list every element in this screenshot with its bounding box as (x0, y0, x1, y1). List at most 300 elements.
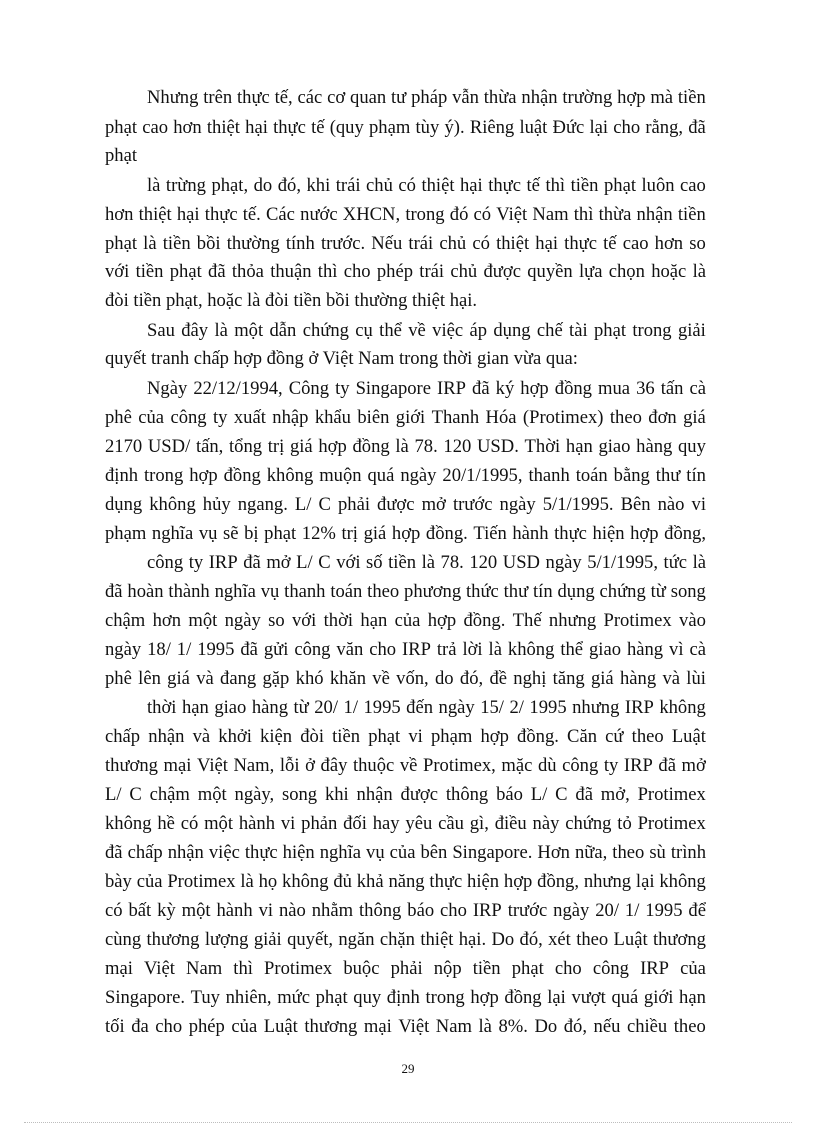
word: phê (105, 407, 132, 428)
word: ty (188, 552, 204, 573)
word: ngày (499, 494, 536, 515)
word: tài (569, 320, 588, 341)
text-line (105, 754, 706, 778)
word: chứng (599, 581, 646, 602)
word: C (318, 494, 331, 515)
word: có (473, 204, 492, 225)
word: dù (537, 755, 557, 776)
word: giá (167, 668, 190, 689)
word: Việt (144, 958, 175, 979)
word: phê (105, 668, 132, 689)
word: cùng (105, 929, 142, 950)
word: 1995 (363, 697, 401, 718)
word: cà (689, 378, 706, 399)
text-line (105, 580, 706, 604)
word: đã (240, 639, 258, 660)
text-line: đòi tiền phạt, hoặc là đòi tiền bồi thường thiệt hại. (105, 290, 478, 311)
word: Công (288, 378, 330, 399)
word: Thế (512, 610, 542, 631)
word: của (138, 407, 165, 428)
word: đồng. (425, 523, 468, 544)
word: nữa, (574, 842, 608, 863)
word: là (143, 233, 157, 254)
text-line (105, 957, 706, 981)
word: nhiên, (225, 987, 272, 1008)
page-number: 29 (401, 1061, 415, 1076)
word: hợp (520, 378, 549, 399)
word: 15/ (480, 697, 504, 718)
word: nghĩa (319, 842, 362, 863)
word: lại (589, 117, 609, 138)
word: giao (588, 639, 621, 660)
word: lượng (204, 929, 249, 950)
word: 5/1/1995. (542, 494, 614, 515)
word: Nam (435, 1016, 472, 1037)
word: định (105, 465, 139, 486)
word: đây (320, 755, 348, 776)
word: có (398, 175, 416, 196)
word: (quy (329, 117, 364, 138)
word: khả (356, 871, 384, 892)
word: nhận (356, 784, 393, 805)
word: là (478, 1016, 492, 1037)
word: về (372, 668, 390, 689)
word: giải (677, 320, 706, 341)
word: đó (449, 204, 469, 225)
word: xét (548, 929, 571, 950)
word: hạn (360, 610, 388, 631)
word: công (592, 958, 629, 979)
word: và (196, 668, 214, 689)
word: năng (388, 871, 425, 892)
word: sù (649, 842, 666, 863)
word: mại (105, 958, 133, 979)
word: trước (507, 900, 548, 921)
word: theo (673, 1016, 706, 1037)
word: phạt (593, 320, 626, 341)
word: quan (350, 87, 387, 108)
word: đó, (563, 1016, 587, 1037)
word: nào (657, 494, 685, 515)
word: được (377, 494, 415, 515)
word: Singapore (355, 378, 431, 399)
text-line (105, 406, 706, 430)
word: lên (138, 668, 161, 689)
word: hiện (282, 842, 315, 863)
word: hại (460, 175, 483, 196)
word: giá (683, 407, 706, 428)
word: không (659, 871, 706, 892)
word: đó, (277, 175, 301, 196)
word: họ (258, 871, 278, 892)
text-line (147, 696, 706, 720)
word: IRP (208, 552, 238, 573)
word: hoặc (651, 261, 687, 282)
word: nhằm (311, 900, 354, 921)
word: vụ (260, 581, 280, 602)
word: giá (590, 668, 614, 689)
word: thiệt (138, 204, 172, 225)
word: công (562, 755, 599, 776)
word: để (688, 900, 706, 921)
word: XHCN, (342, 204, 401, 225)
word: thanh (284, 581, 326, 602)
word: được (483, 261, 521, 282)
word: tổng (229, 436, 263, 457)
word: hề (157, 813, 175, 834)
word: không (105, 813, 152, 834)
word: thiệt (206, 117, 240, 138)
word: cứ (605, 726, 624, 747)
word: toán (330, 581, 363, 602)
word: trái (419, 261, 445, 282)
word: phạt (315, 987, 348, 1008)
word: tấn, (195, 436, 224, 457)
word: 1/ (176, 639, 192, 660)
word: hơn (173, 117, 202, 138)
word: tiền (388, 552, 417, 573)
word: điều (494, 813, 527, 834)
word: phạt (105, 233, 138, 254)
word: thông (358, 900, 402, 921)
word: là (147, 175, 161, 196)
word: thiệt (420, 929, 454, 950)
word: đã (105, 842, 123, 863)
word: 12% (301, 523, 336, 544)
word: chứng (302, 320, 349, 341)
word: thương (146, 929, 200, 950)
word: tế, (274, 87, 293, 108)
word: mở (266, 552, 291, 573)
word: hoàn (127, 581, 164, 602)
word: thức (465, 581, 499, 602)
word: hạn (181, 697, 209, 718)
word: Singapore. (105, 987, 186, 1008)
word: một (234, 320, 264, 341)
word: song (281, 784, 318, 805)
word: C (318, 552, 331, 573)
word: bằng (613, 465, 650, 486)
word: hại (535, 233, 559, 254)
word: khẩu (314, 407, 351, 428)
word: cao (680, 175, 706, 196)
word: của (231, 1016, 258, 1037)
word: hiện (467, 871, 500, 892)
text-line (105, 232, 706, 256)
word: Việt (197, 755, 228, 776)
word: tiền (570, 175, 599, 196)
word: việc (432, 320, 464, 341)
word: phạm (105, 523, 147, 544)
word: trả (436, 639, 457, 660)
word: Căn (567, 726, 597, 747)
word: khó (295, 668, 324, 689)
word: theo (631, 726, 664, 747)
word: phương (404, 581, 462, 602)
word: tín (533, 581, 553, 602)
word: thuận (270, 261, 312, 282)
word: gì, (469, 813, 489, 834)
word: thư (655, 465, 681, 486)
word: đã (105, 581, 123, 602)
word: USD/ (147, 436, 191, 457)
word: tế (526, 175, 540, 196)
word: hợp (391, 523, 421, 544)
word: hợp (630, 523, 659, 544)
word: thể (560, 639, 584, 660)
word: hay (372, 813, 400, 834)
word: dụng (105, 494, 143, 515)
word: đồng (504, 987, 542, 1008)
word: với (291, 610, 317, 631)
word: IRP (437, 378, 466, 399)
word: trước. (320, 233, 366, 254)
word: ngày (553, 900, 590, 921)
word: luật (519, 117, 548, 138)
word: phải (337, 494, 370, 515)
word: trước (452, 494, 493, 515)
word: USD. (477, 436, 519, 457)
word: vì (669, 639, 684, 660)
word: sẽ (223, 523, 239, 544)
word: mại (363, 1016, 392, 1037)
word: nhập (272, 407, 309, 428)
word: 1/ (343, 697, 358, 718)
word: tiền (677, 204, 706, 225)
word: Nam (532, 204, 569, 225)
word: chủ (439, 233, 467, 254)
word: hợp (470, 987, 499, 1008)
word: bên (420, 842, 448, 863)
word: hàng (626, 639, 664, 660)
word: thanh (528, 465, 570, 486)
word: giới (395, 407, 426, 428)
word: 20/ (314, 697, 339, 718)
word: nhận (148, 726, 185, 747)
word: 78. (414, 436, 438, 457)
word: trị (341, 523, 358, 544)
word: không (507, 639, 555, 660)
word: 20/1/1995, (442, 465, 523, 486)
word: Nếu (371, 233, 403, 254)
word: công (170, 407, 207, 428)
word: hàng (619, 668, 657, 689)
word: có (105, 900, 123, 921)
word: của (136, 871, 163, 892)
word: rằng, (645, 117, 684, 138)
word: so (268, 610, 285, 631)
word: Nam (186, 958, 223, 979)
word: chủ (450, 261, 478, 282)
word: IRP (472, 900, 502, 921)
word: lời (462, 639, 483, 660)
word: Nam, (233, 755, 275, 776)
text-line (105, 435, 706, 459)
word: nghĩa (214, 581, 256, 602)
word: tư (391, 87, 407, 108)
word: tiền (332, 726, 361, 747)
word: lỗi (279, 755, 300, 776)
word: hạn (679, 987, 706, 1008)
word: ngày, (234, 784, 275, 805)
word: Do (534, 1016, 558, 1037)
word: Do (491, 929, 515, 950)
word: muộn (319, 465, 362, 486)
word: quy (677, 436, 706, 457)
word: 78. (440, 552, 464, 573)
word: tăng (552, 668, 585, 689)
word: lùi (686, 668, 706, 689)
word: Hơn (537, 842, 570, 863)
word: phản (301, 813, 338, 834)
word: ở (305, 755, 315, 776)
word: đa (131, 1016, 149, 1037)
word: hợp (480, 726, 509, 747)
word: yêu (405, 813, 433, 834)
word: hợp (503, 871, 533, 892)
word: trong (425, 987, 465, 1008)
word: đơn (648, 407, 677, 428)
word: chặn (379, 929, 415, 950)
word: 120 (443, 436, 472, 457)
word: cơ (327, 87, 346, 108)
text-line (105, 783, 706, 807)
text-line (105, 203, 706, 227)
word: trường (562, 87, 613, 108)
word: bị (244, 523, 259, 544)
word: đề (489, 668, 507, 689)
word: đến (406, 697, 434, 718)
word: đang (220, 668, 257, 689)
word: vụ (366, 842, 385, 863)
word: hại. (458, 929, 487, 950)
word: ty (335, 378, 350, 399)
word: 120 (469, 552, 498, 573)
word: phạm (430, 726, 473, 747)
word: chấp (127, 842, 163, 863)
word: đã (575, 784, 593, 805)
word: mở, (600, 784, 630, 805)
word: chủ (366, 175, 393, 196)
word: nghị (513, 668, 547, 689)
word: thông (445, 784, 489, 805)
word: đó, (519, 929, 543, 950)
word: đồng (352, 436, 390, 457)
text-line (105, 522, 706, 546)
word: theo (612, 842, 645, 863)
word: L/ (294, 494, 312, 515)
word: hành (512, 523, 549, 544)
word: 5/1/1995, (587, 552, 658, 573)
word: công (147, 552, 184, 573)
word: Protimex (637, 813, 706, 834)
word: Bên (620, 494, 651, 515)
word: thì (317, 261, 338, 282)
word: hàng (636, 436, 673, 457)
word: Tiến (473, 523, 507, 544)
word: Sau (147, 320, 175, 341)
word: trừng (165, 175, 206, 196)
word: thực (244, 842, 278, 863)
word: khăn (329, 668, 366, 689)
word: mở (421, 494, 446, 515)
text-line: quyết tranh chấp hợp đồng ở Việt Nam trong thời gian vừa qua: (105, 348, 578, 369)
word: bất (128, 900, 152, 921)
word: Luật (671, 726, 706, 747)
word: tế (311, 117, 325, 138)
word: ngày (224, 610, 261, 631)
word: Thanh (431, 407, 480, 428)
word: quá (367, 465, 395, 486)
word: mà (650, 87, 674, 108)
word: trị (267, 436, 285, 457)
word: nhận (167, 842, 204, 863)
word: giao (214, 697, 247, 718)
word: thiệt (421, 175, 455, 196)
word: giao (598, 436, 631, 457)
word: thực (488, 175, 522, 196)
word: IRP (623, 755, 653, 776)
word: 36 (636, 378, 655, 399)
word: thường (226, 233, 280, 254)
word: hơn (105, 204, 134, 225)
text-line (147, 319, 706, 343)
word: trái (335, 175, 361, 196)
word: thành (168, 581, 210, 602)
word: cụ (355, 320, 373, 341)
word: Protimex (167, 871, 236, 892)
word: ty (603, 755, 619, 776)
word: chấp (105, 726, 141, 747)
word: một (204, 813, 234, 834)
word: phải (390, 958, 423, 979)
word: biên (357, 407, 390, 428)
word: chứng (565, 813, 612, 834)
word: Việt (398, 1016, 430, 1037)
word: do (435, 668, 454, 689)
word: ngày (438, 697, 475, 718)
word: hành (216, 900, 253, 921)
word: Việt (496, 204, 528, 225)
word: nhưng (572, 697, 620, 718)
word: lựa (578, 261, 603, 282)
word: phạt (169, 261, 202, 282)
word: đòi (300, 726, 324, 747)
word: tỏ (617, 813, 632, 834)
word: vốn, (396, 668, 429, 689)
word: tiền (162, 233, 191, 254)
word: Protimex (264, 958, 333, 979)
word: hàng (251, 697, 288, 718)
word: chế (536, 320, 563, 341)
word: từ (650, 581, 666, 602)
word: hợp (189, 465, 218, 486)
word: tế. (242, 204, 261, 225)
word: Nhưng (147, 87, 199, 108)
word: do (253, 175, 273, 196)
word: hiện (592, 523, 625, 544)
word: IRP (640, 958, 670, 979)
word: đã (658, 755, 676, 776)
text-line (105, 260, 706, 284)
word: của (389, 842, 416, 863)
word: quyền (527, 261, 573, 282)
word: dụng (557, 581, 595, 602)
word: trên (203, 87, 233, 108)
word: thực (564, 233, 597, 254)
word: phạt (603, 175, 636, 196)
word: buộc (343, 958, 380, 979)
